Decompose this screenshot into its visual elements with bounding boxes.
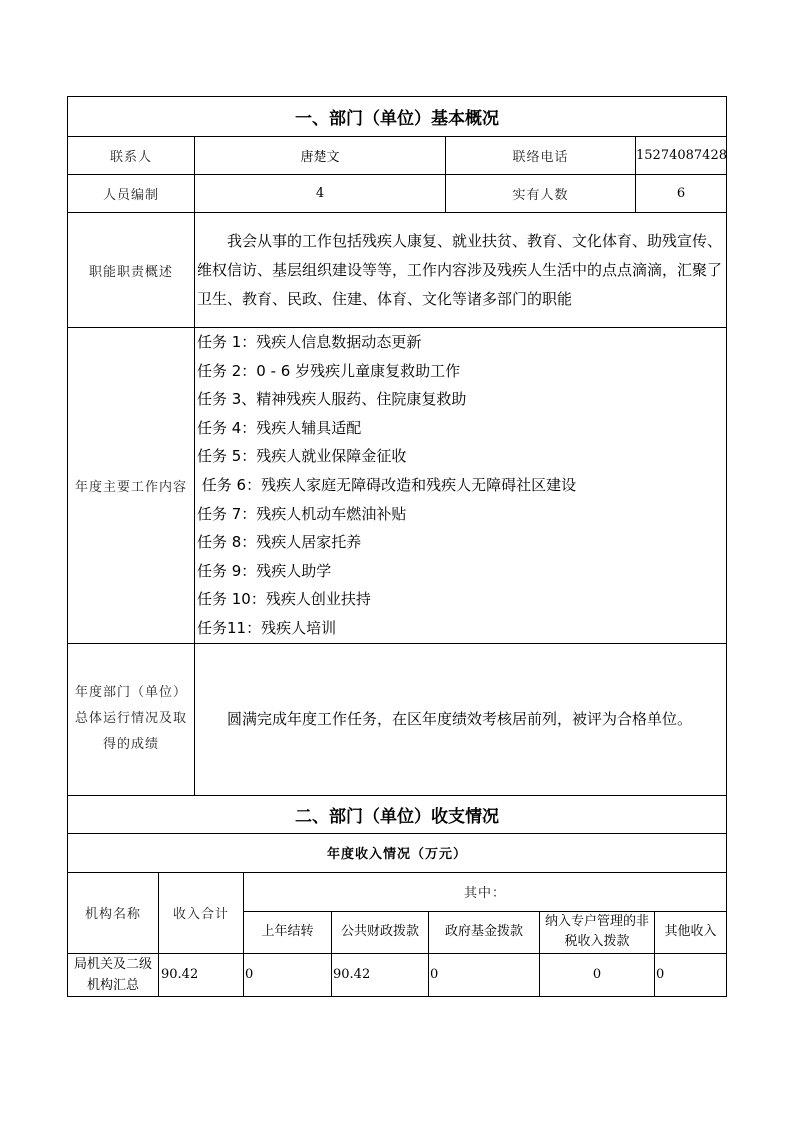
task-item: 任务 3、精神残疾人服药、住院康复救助	[197, 390, 467, 409]
col-total-header: 收入合计	[159, 872, 244, 953]
col-among-header: 其中：	[244, 872, 727, 911]
table-row	[68, 953, 727, 996]
task-item: 任务 7：残疾人机动车燃油补贴	[197, 504, 407, 523]
row-total: 90.42	[159, 953, 244, 996]
row-org: 局机关及二级机构汇总	[68, 953, 159, 996]
phone-label: 联络电话	[446, 137, 636, 175]
contact-label: 联系人	[68, 137, 195, 175]
col-other-header: 其他收入	[655, 911, 727, 953]
row-nontax: 0	[540, 953, 655, 996]
task-item: 任务 8：残疾人居家托养	[197, 533, 362, 552]
contact-value: 唐楚文	[195, 137, 446, 175]
results-label: 年度部门（单位）总体运行情况及取得的成绩	[68, 643, 195, 795]
results-cell	[195, 643, 727, 795]
tasks-label: 年度主要工作内容	[68, 328, 195, 644]
tasks-cell	[195, 328, 727, 644]
task-item: 任务 4：残疾人辅具适配	[197, 418, 362, 437]
staff-quota-label: 人员编制	[68, 175, 195, 213]
col-nontax-header: 纳入专户管理的非税收入拨款	[540, 911, 655, 953]
section1-title: 一、部门（单位）基本概况	[68, 97, 727, 137]
basic-info-table	[67, 96, 727, 834]
row-carryover: 0	[244, 953, 332, 996]
row-other: 0	[655, 953, 727, 996]
task-item: 任务11：残疾人培训	[197, 618, 337, 637]
duties-label: 职能职责概述	[68, 213, 195, 328]
duties-text: 我会从事的工作包括残疾人康复、就业扶贫、教育、文化体育、助残宣传、维权信访、基层组织建设等等，工作内容涉及残疾人生活中的点点滴滴，汇聚了卫生、教育、民政、住建、体育、文化等诸多部门的职能	[197, 231, 723, 308]
task-item: 任务 5：残疾人就业保障金征收	[197, 447, 407, 466]
duties-cell	[195, 213, 727, 328]
task-item: 任务 1：残疾人信息数据动态更新	[197, 333, 422, 351]
task-item: 任务 9：残疾人助学	[197, 561, 332, 580]
row-gov-fund: 0	[429, 953, 540, 996]
task-item: 任务 10：残疾人创业扶持	[197, 590, 371, 609]
row-public-finance: 90.42	[332, 953, 429, 996]
section2-title: 二、部门（单位）收支情况	[68, 795, 727, 833]
income-subtitle: 年度收入情况（万元）	[68, 833, 727, 872]
results-text: 圆满完成年度工作任务，在区年度绩效考核居前列，被评为合格单位。	[227, 709, 693, 728]
actual-staff-value: 6	[636, 175, 727, 213]
task-item: 任务 6：残疾人家庭无障碍改造和残疾人无障碍社区建设	[197, 475, 577, 494]
col-carryover-header: 上年结转	[244, 911, 332, 953]
actual-staff-label: 实有人数	[446, 175, 636, 213]
col-public-finance-header: 公共财政拨款	[332, 911, 429, 953]
report-sheet	[67, 96, 726, 997]
income-table	[67, 833, 727, 997]
phone-value: 15274087428	[636, 137, 727, 175]
col-org-header: 机构名称	[68, 872, 159, 953]
task-item: 任务 2：0 - 6 岁残疾儿童康复救助工作	[197, 361, 461, 380]
staff-quota-value: 4	[195, 175, 446, 213]
col-gov-fund-header: 政府基金拨款	[429, 911, 540, 953]
